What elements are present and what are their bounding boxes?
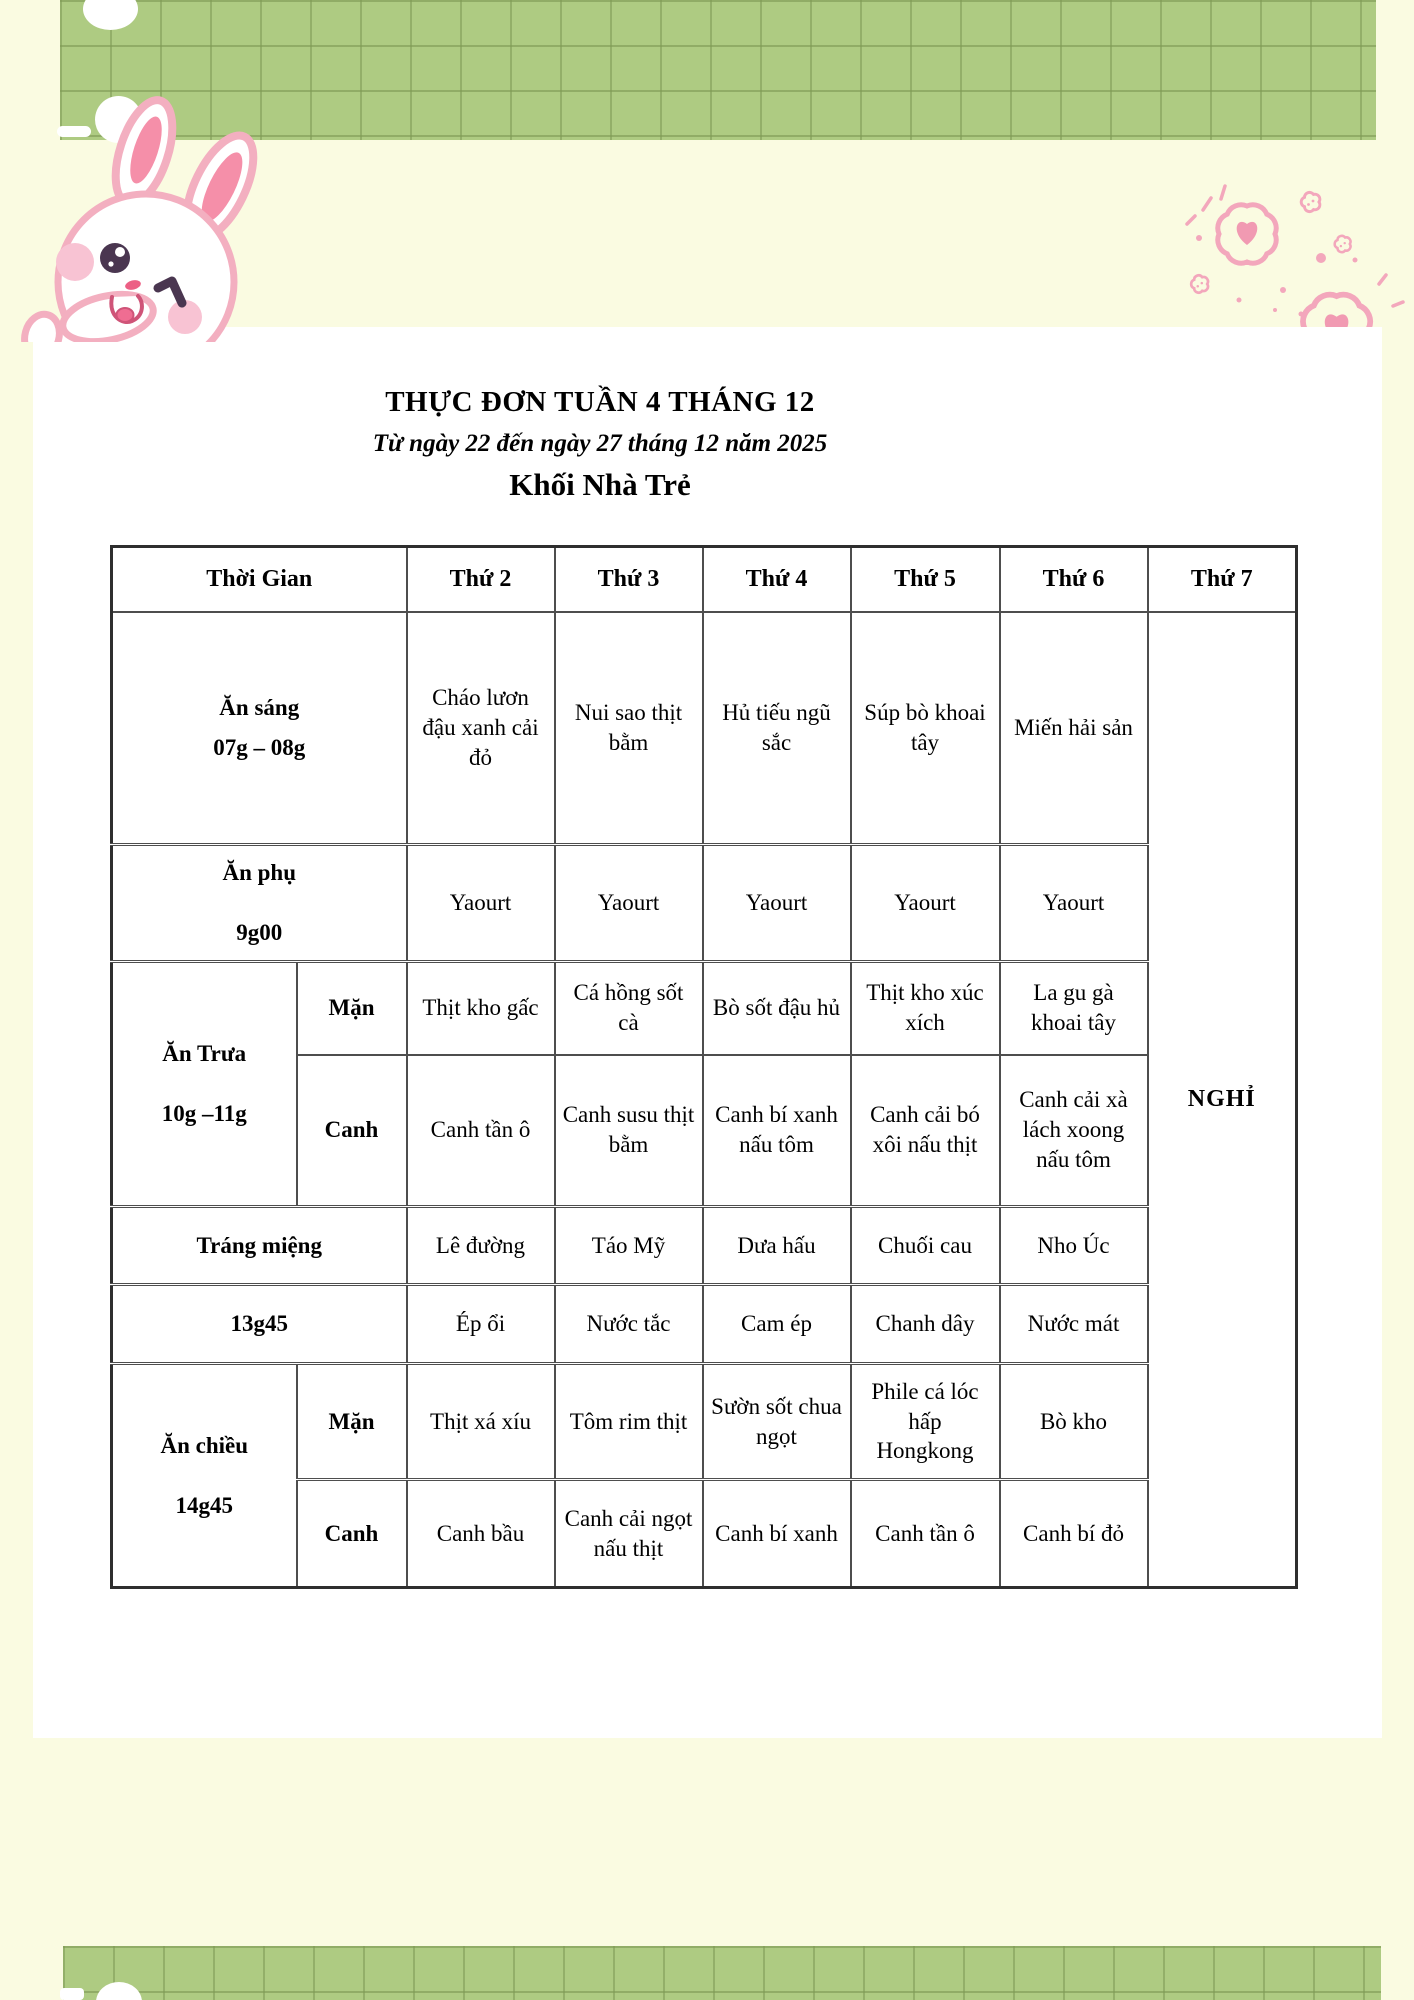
meal-time: 07g – 08g bbox=[213, 734, 306, 760]
menu-cell: Canh tần ô bbox=[407, 1055, 555, 1207]
menu-cell: Nui sao thịt bằm bbox=[555, 612, 703, 845]
grid-band-bottom bbox=[63, 1946, 1381, 2000]
sub-label-savory: Mặn bbox=[297, 1364, 407, 1480]
menu-cell: Yaourt bbox=[703, 845, 851, 962]
page-subtitle: Từ ngày 22 đến ngày 27 tháng 12 năm 2025 bbox=[372, 430, 828, 457]
afternoon-savory-row bbox=[112, 1364, 1297, 1480]
row-label-lunch bbox=[112, 962, 297, 1207]
breakfast-row bbox=[112, 612, 1297, 845]
menu-cell: Yaourt bbox=[1000, 845, 1148, 962]
drink-row bbox=[112, 1285, 1297, 1364]
menu-cell: Thịt kho gấc bbox=[407, 962, 555, 1055]
menu-cell: Nước mát bbox=[1000, 1285, 1148, 1364]
meal-time: 10g –11g bbox=[161, 1101, 247, 1126]
col-header-time: Thời Gian bbox=[112, 547, 407, 612]
snack-row bbox=[112, 845, 1297, 962]
col-header-tue: Thứ 3 bbox=[555, 547, 703, 612]
menu-cell: Canh bí đỏ bbox=[1000, 1480, 1148, 1588]
menu-cell: Canh cải bó xôi nấu thịt bbox=[851, 1055, 1000, 1207]
menu-cell: Yaourt bbox=[851, 845, 1000, 962]
menu-table-wrap bbox=[110, 545, 1298, 1589]
menu-cell: Sườn sốt chua ngọt bbox=[703, 1364, 851, 1480]
menu-cell: Yaourt bbox=[555, 845, 703, 962]
menu-cell: Lê đường bbox=[407, 1207, 555, 1285]
flower-cloud-doodles-icon bbox=[1183, 172, 1414, 342]
menu-cell: Miến hải sản bbox=[1000, 612, 1148, 845]
menu-cell: Canh bí xanh bbox=[703, 1480, 851, 1588]
menu-cell: Canh susu thịt bằm bbox=[555, 1055, 703, 1207]
sub-label-savory: Mặn bbox=[297, 962, 407, 1055]
col-header-sat: Thứ 7 bbox=[1148, 547, 1297, 612]
menu-cell: Ép ổi bbox=[407, 1285, 555, 1364]
header-row bbox=[112, 547, 1297, 612]
row-label-breakfast bbox=[112, 612, 407, 845]
menu-cell: Tôm rim thịt bbox=[555, 1364, 703, 1480]
meal-label: Ăn Trưa bbox=[162, 1041, 247, 1067]
bunny-illustration-icon bbox=[12, 92, 264, 342]
meal-label: Ăn phụ bbox=[222, 860, 297, 886]
menu-cell: Cam ép bbox=[703, 1285, 851, 1364]
group-title: Khối Nhà Trẻ bbox=[509, 467, 691, 502]
sub-label-soup: Canh bbox=[297, 1055, 407, 1207]
col-header-wed: Thứ 4 bbox=[703, 547, 851, 612]
menu-cell: Bò kho bbox=[1000, 1364, 1148, 1480]
menu-cell: Chuối cau bbox=[851, 1207, 1000, 1285]
menu-cell: Dưa hấu bbox=[703, 1207, 851, 1285]
menu-cell: Thịt xá xíu bbox=[407, 1364, 555, 1480]
lunch-savory-row bbox=[112, 962, 1297, 1055]
menu-cell: Nước tắc bbox=[555, 1285, 703, 1364]
page-title: THỰC ĐƠN TUẦN 4 THÁNG 12 bbox=[385, 386, 815, 418]
col-header-thu: Thứ 5 bbox=[851, 547, 1000, 612]
menu-cell: Hủ tiếu ngũ sắc bbox=[703, 612, 851, 845]
menu-cell: Cá hồng sốt cà bbox=[555, 962, 703, 1055]
row-label-drink: 13g45 bbox=[112, 1285, 407, 1364]
menu-cell: Chanh dây bbox=[851, 1285, 1000, 1364]
meal-time: 9g00 bbox=[236, 920, 283, 945]
dessert-row bbox=[112, 1207, 1297, 1285]
menu-cell: La gu gà khoai tây bbox=[1000, 962, 1148, 1055]
menu-cell: Táo Mỹ bbox=[555, 1207, 703, 1285]
sub-label-soup: Canh bbox=[297, 1480, 407, 1588]
meal-label: Ăn sáng bbox=[219, 694, 300, 720]
meal-label: Ăn chiều bbox=[160, 1432, 249, 1458]
menu-cell: Yaourt bbox=[407, 845, 555, 962]
col-header-fri: Thứ 6 bbox=[1000, 547, 1148, 612]
row-label-afternoon bbox=[112, 1364, 297, 1588]
col-header-mon: Thứ 2 bbox=[407, 547, 555, 612]
menu-cell: Canh cải xà lách xoong nấu tôm bbox=[1000, 1055, 1148, 1207]
menu-cell: Canh tần ô bbox=[851, 1480, 1000, 1588]
meal-time: 14g45 bbox=[175, 1492, 233, 1518]
menu-cell: Canh bí xanh nấu tôm bbox=[703, 1055, 851, 1207]
menu-cell: Canh cải ngọt nấu thịt bbox=[555, 1480, 703, 1588]
menu-cell: Cháo lươn đậu xanh cải đỏ bbox=[407, 612, 555, 845]
row-label-snack bbox=[112, 845, 407, 962]
menu-table bbox=[110, 545, 1298, 1589]
heading-block bbox=[95, 386, 1105, 503]
puzzle-notch bbox=[60, 1988, 84, 2000]
row-label-dessert: Tráng miệng bbox=[112, 1207, 407, 1285]
menu-cell: Súp bò khoai tây bbox=[851, 612, 1000, 845]
menu-cell: Thịt kho xúc xích bbox=[851, 962, 1000, 1055]
saturday-off-cell: NGHỈ bbox=[1148, 612, 1297, 1588]
menu-cell: Bò sốt đậu hủ bbox=[703, 962, 851, 1055]
menu-cell: Phile cá lóc hấp Hongkong bbox=[851, 1364, 1000, 1480]
menu-cell: Nho Úc bbox=[1000, 1207, 1148, 1285]
menu-cell: Canh bầu bbox=[407, 1480, 555, 1588]
